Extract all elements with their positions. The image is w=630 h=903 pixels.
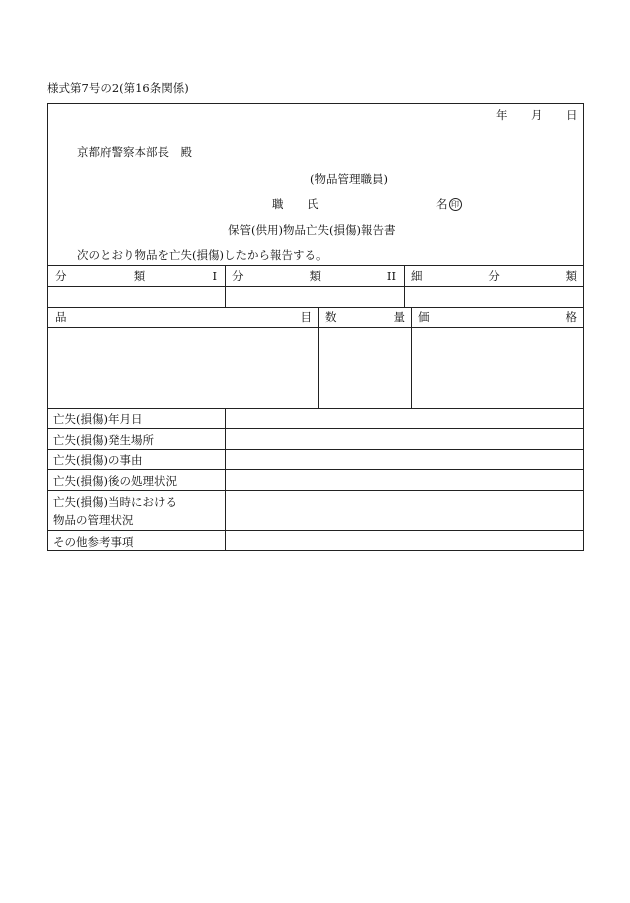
management-status-value[interactable]: [226, 491, 583, 530]
class-1-value[interactable]: [48, 287, 225, 307]
loss-reason-label: 亡失(損傷)の事由: [53, 453, 143, 467]
loss-location-label: 亡失(損傷)発生場所: [53, 433, 154, 447]
date-year: 年: [496, 108, 508, 122]
other-notes-value[interactable]: [226, 531, 583, 550]
quantity-header: 数 量: [325, 310, 405, 324]
subclass-value[interactable]: [405, 287, 583, 307]
post-loss-handling-label: 亡失(損傷)後の処理状況: [53, 474, 177, 488]
class-2-header: 分 類 II: [232, 269, 396, 283]
item-value[interactable]: [48, 328, 318, 408]
seal-stamp: 印: [449, 198, 462, 211]
price-header: 価 格: [418, 310, 577, 324]
addressee: 京都府警察本部長 殿: [77, 145, 192, 159]
management-status-label-1: 亡失(損傷)当時における: [53, 495, 177, 509]
loss-reason-value[interactable]: [226, 450, 583, 469]
subclass-header: 細 分 類: [411, 269, 577, 283]
manager-role: (物品管理職員): [310, 172, 388, 186]
item-header: 品 目: [55, 310, 312, 324]
other-notes-label: その他参考事項: [53, 535, 134, 549]
name-label-2: 名 印: [436, 196, 462, 212]
date-day: 日: [566, 108, 578, 122]
loss-date-label: 亡失(損傷)年月日: [53, 412, 143, 426]
class-1-header: 分 類 I: [55, 269, 217, 283]
border-top: [47, 103, 584, 104]
border-header: [47, 265, 584, 266]
quantity-value[interactable]: [319, 328, 411, 408]
report-title: 保管(供用)物品亡失(損傷)報告書: [228, 223, 396, 237]
post-loss-handling-value[interactable]: [226, 470, 583, 490]
class-2-value[interactable]: [226, 287, 404, 307]
management-status-label-2: 物品の管理状況: [53, 513, 134, 527]
position-label: 職: [272, 197, 284, 211]
loss-location-value[interactable]: [226, 429, 583, 449]
name-label-1: 氏: [307, 197, 319, 211]
form-id: 様式第7号の2(第16条関係): [47, 81, 189, 95]
date-month: 月: [531, 108, 543, 122]
price-value[interactable]: [412, 328, 583, 408]
loss-date-value[interactable]: [226, 409, 583, 428]
border-bottom: [47, 550, 584, 551]
statement: 次のとおり物品を亡失(損傷)したから報告する。: [77, 248, 328, 262]
